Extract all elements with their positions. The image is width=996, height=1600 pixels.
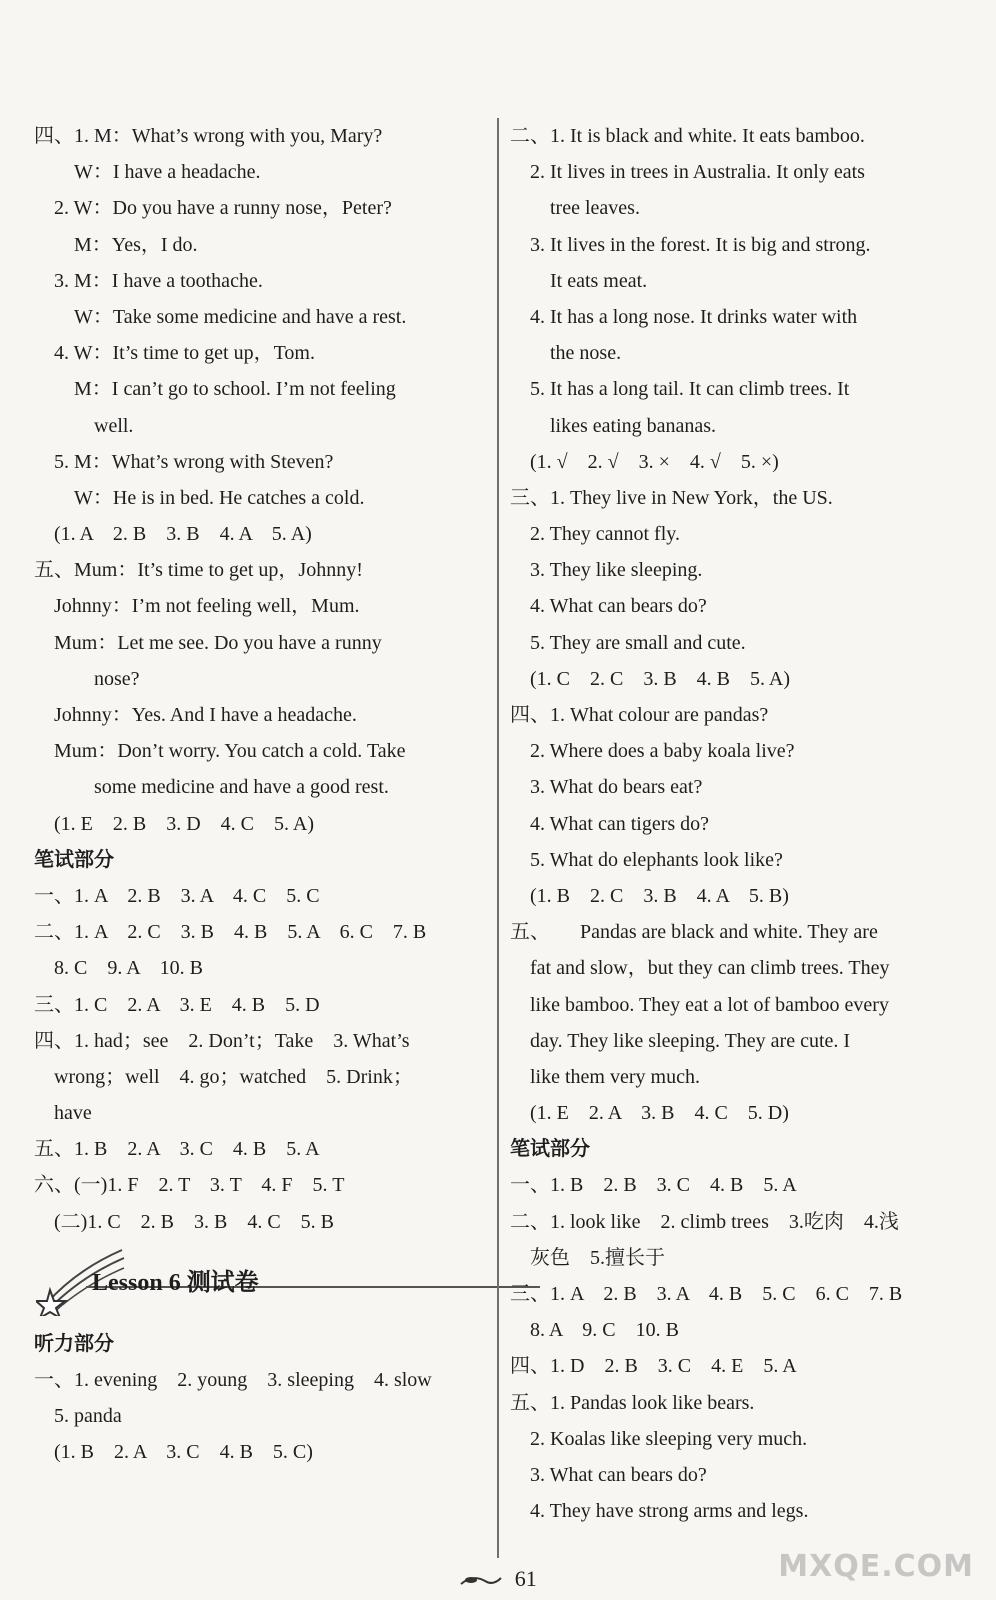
text-line: (二)1. C 2. B 3. B 4. C 5. B [34,1210,335,1233]
text-line: (1. B 2. A 3. C 4. B 5. C) [34,1441,313,1464]
text-line: 五、Mum：It’s time to get up，Johnny! [34,559,363,582]
text-line: 五、 Pandas are black and white. They are [510,921,878,944]
text-line: 5. It has a long tail. It can climb trees. It [510,378,850,401]
text-line: 2. Where does a baby koala live? [510,740,795,763]
text-line: 一、1. A 2. B 3. A 4. C 5. C [34,884,320,907]
text-line: (1. E 2. B 3. D 4. C 5. A) [34,812,314,835]
left-column-lines-after [34,1326,488,1471]
text-line: 3. They like sleeping. [510,559,703,582]
text-line: 灰色 5.擅长于 [510,1246,665,1269]
text-line: Johnny：I’m not feeling well，Mum. [34,595,360,618]
text-line: 三、1. A 2. B 3. A 4. B 5. C 6. C 7. B [510,1283,903,1305]
text-line: some medicine and have a good rest. [34,776,389,799]
text-line: like them very much. [510,1065,700,1088]
text-line: 三、1. C 2. A 3. E 4. B 5. D [34,993,320,1016]
text-line: Mum：Let me see. Do you have a runny [34,631,382,654]
text-line: 3. What do bears eat? [510,776,703,799]
text-line: 3. It lives in the forest. It is big and strong. [510,233,871,256]
text-line: well. [34,414,134,437]
text-line: tree leaves. [510,197,640,220]
text-line: nose? [34,667,140,690]
text-line: 8. C 9. A 10. B [34,957,203,980]
text-line: 四、1. had；see 2. Don’t；Take 3. What’s [34,1029,410,1052]
text-line: M：Yes，I do. [34,233,198,256]
text-line: 一、1. B 2. B 3. C 4. B 5. A [510,1174,797,1197]
text-line: 三、1. They live in New York，the US. [510,486,833,509]
text-line: have [34,1102,92,1125]
text-line: M：I can’t go to school. I’m not feeling [34,378,396,401]
text-line: 4. What can tigers do? [510,812,710,835]
text-line: 3. What can bears do? [510,1463,707,1486]
text-line: 5. What do elephants look like? [510,848,783,871]
text-line: 五、1. B 2. A 3. C 4. B 5. A [34,1138,320,1161]
text-line: 2. They cannot fly. [510,523,680,546]
text-line: (1. C 2. C 3. B 4. B 5. A) [510,667,791,690]
text-line: 5. panda [34,1405,122,1428]
text-line: 听力部分 [34,1332,114,1355]
text-line: 8. A 9. C 10. B [510,1319,679,1342]
text-line: 二、1. It is black and white. It eats bamboo. [510,125,865,147]
text-line: 2. W：Do you have a runny nose，Peter? [34,197,392,220]
text-line: W：I have a headache. [34,161,261,184]
page-number: 61 [514,1566,537,1591]
text-line: 2. Koalas like sleeping very much. [510,1427,808,1450]
text-line: It eats meat. [510,269,648,292]
lesson-heading [34,1240,488,1326]
text-line: (1. A 2. B 3. B 4. A 5. A) [34,523,312,546]
text-line: 四、1. What colour are pandas? [510,704,769,726]
text-line: 3. M：I have a toothache. [34,269,263,292]
text-line: 一、1. evening 2. young 3. sleeping 4. slow [34,1369,432,1391]
text-line: (1. √ 2. √ 3. × 4. √ 5. ×) [510,450,779,473]
text-line: 二、1. A 2. C 3. B 4. B 5. A 6. C 7. B [34,921,427,944]
text-line: like bamboo. They eat a lot of bamboo every [510,993,889,1016]
text-line: W：He is in bed. He catches a cold. [34,486,365,509]
text-line: likes eating bananas. [510,414,717,437]
text-line: 四、1. M：What’s wrong with you, Mary? [34,125,383,147]
left-column-lines [34,118,488,1240]
text-line: 二、1. look like 2. climb trees 3.吃肉 4.浅 [510,1210,899,1233]
text-line: (1. E 2. A 3. B 4. C 5. D) [510,1102,789,1125]
text-line: 4. They have strong arms and legs. [510,1500,809,1523]
column-divider [497,118,499,1558]
lesson-title: Lesson 6 测试卷 [92,1269,259,1296]
text-line: 笔试部分 [34,848,114,871]
text-line: wrong；well 4. go；watched 5. Drink； [34,1065,413,1088]
text-line: 5. They are small and cute. [510,631,746,654]
right-column-lines [510,118,962,1529]
leaf-ornament-icon [459,1574,503,1588]
text-line: 4. What can bears do? [510,595,707,618]
watermark-text: MXQE.COM [778,1549,974,1584]
text-line: day. They like sleeping. They are cute. I [510,1029,851,1052]
text-line: 4. It has a long nose. It drinks water with [510,305,858,328]
text-line: 笔试部分 [510,1138,590,1161]
text-line: 四、1. D 2. B 3. C 4. E 5. A [510,1355,797,1378]
text-line: Johnny：Yes. And I have a headache. [34,704,357,726]
text-line: W：Take some medicine and have a rest. [34,305,407,328]
text-line: (1. B 2. C 3. B 4. A 5. B) [510,884,789,907]
text-line: 六、(一)1. F 2. T 3. T 4. F 5. T [34,1174,345,1197]
text-line: 5. M：What’s wrong with Steven? [34,450,334,473]
text-line: the nose. [510,342,622,365]
text-line: 五、1. Pandas look like bears. [510,1391,755,1414]
right-column [510,118,962,1529]
text-line: fat and slow，but they can climb trees. They [510,957,890,980]
text-line: 4. W：It’s time to get up，Tom. [34,342,315,365]
text-line: 2. It lives in trees in Australia. It only eats [510,161,865,184]
text-line: Mum：Don’t worry. You catch a cold. Take [34,740,406,763]
left-column [34,118,488,1471]
